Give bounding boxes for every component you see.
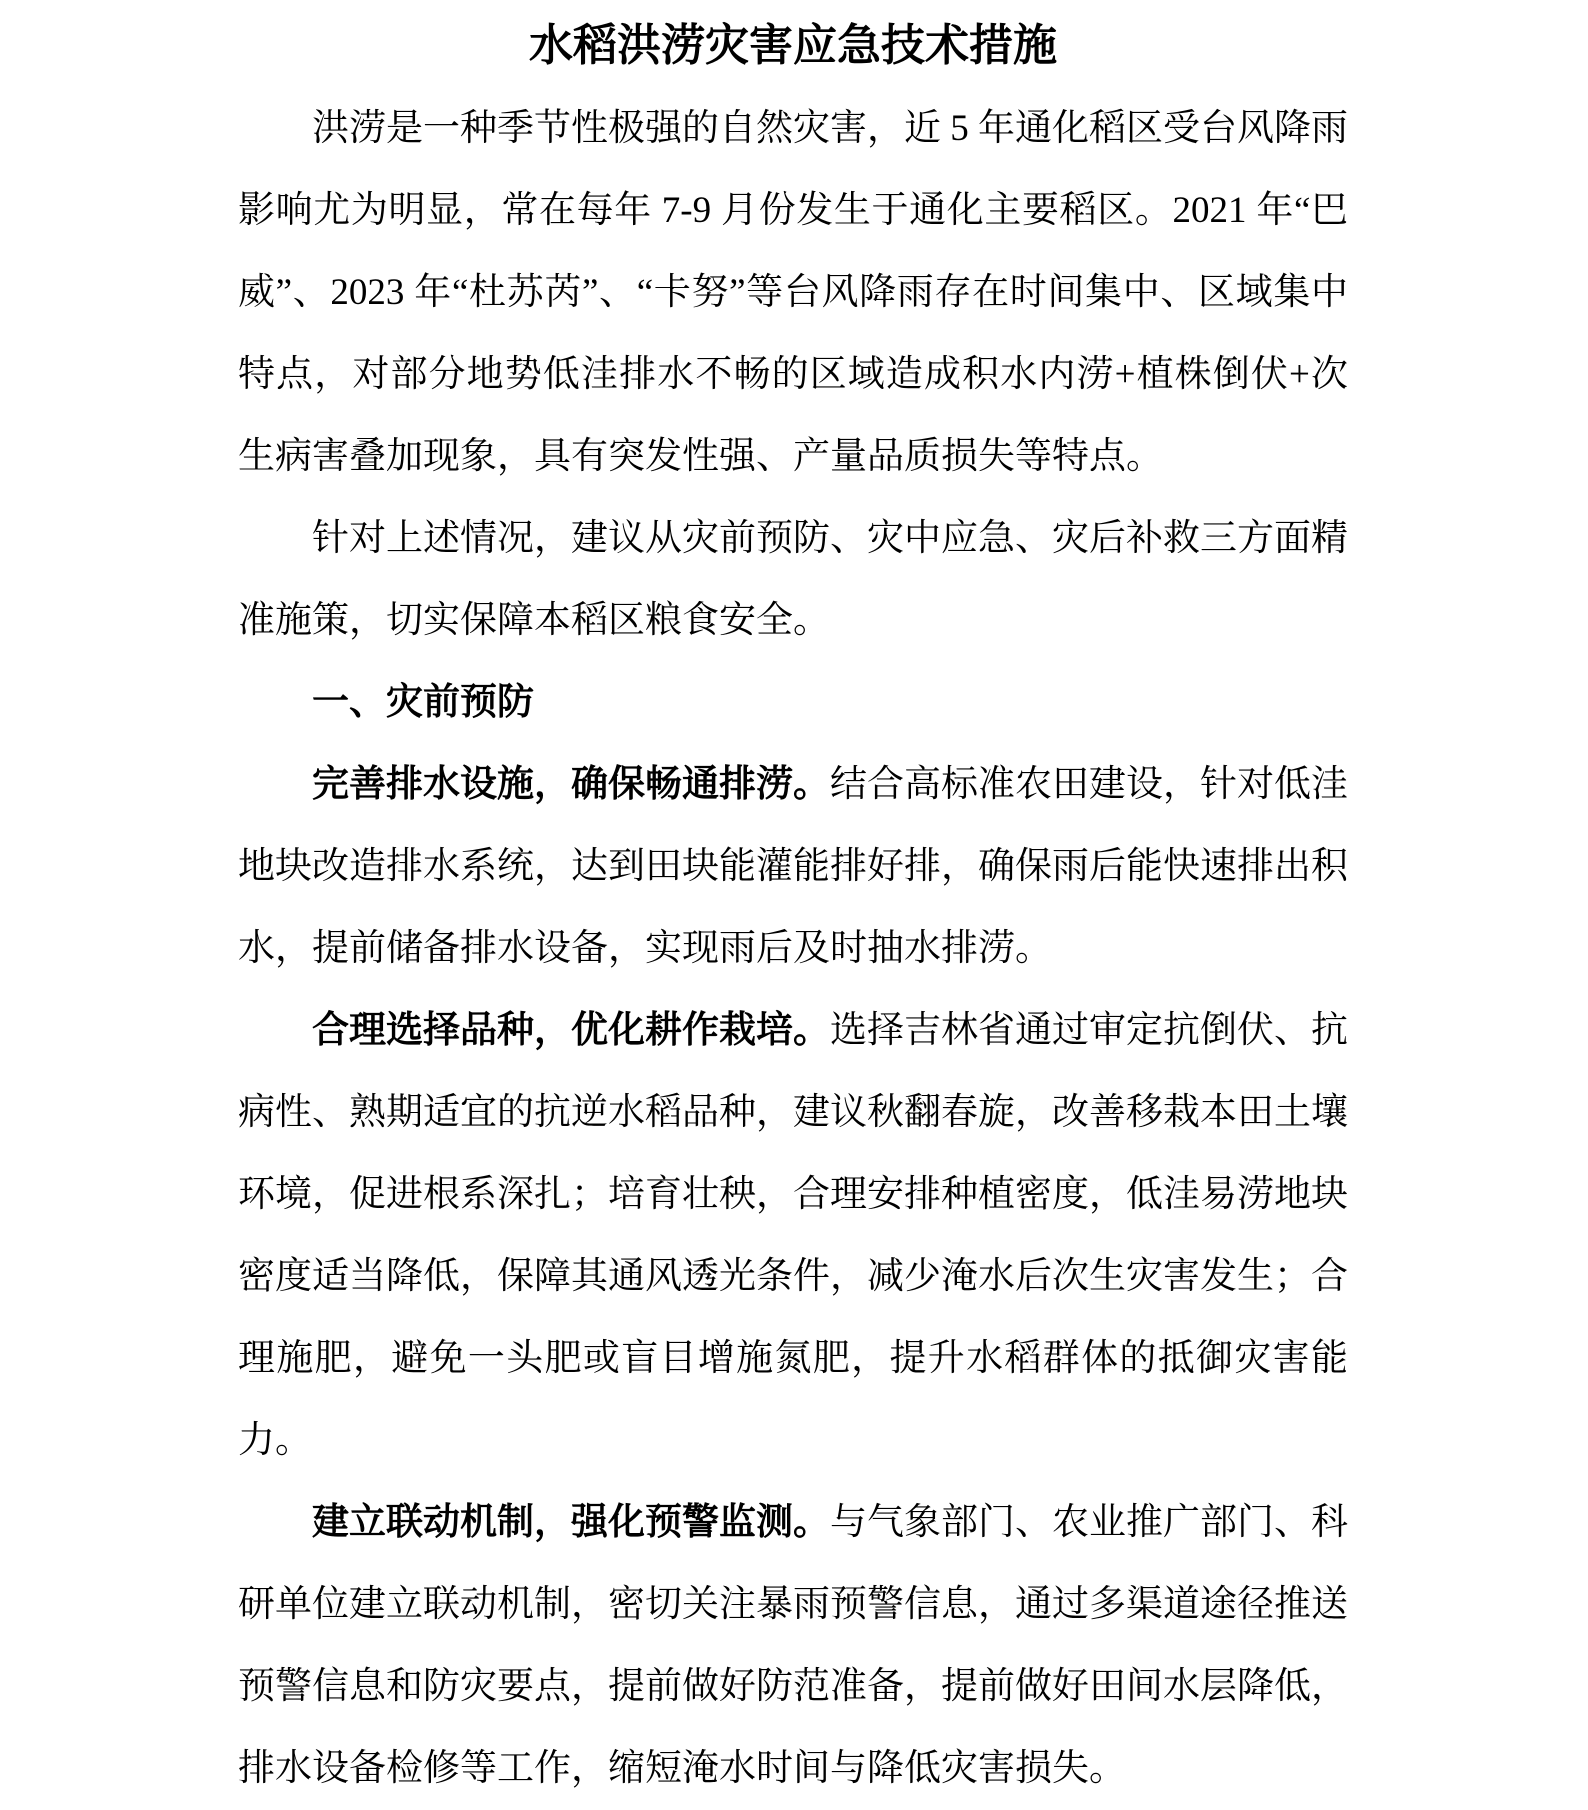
- measure-paragraph-variety-selection: [238, 990, 1348, 1482]
- measure-paragraph-drainage: [238, 744, 1348, 990]
- document-title: 水稻洪涝灾害应急技术措施: [529, 21, 1057, 70]
- measure-paragraph-drainage-text: 结合高标准农田建设，针对低洼地块改造排水系统，达到田块能灌能排好排，确保雨后能快速排出积水，提前储备排水设备，实现雨后及时抽水排涝。: [238, 764, 1348, 969]
- intro-paragraph-1: [238, 88, 1348, 498]
- measure-paragraph-drainage-lead: 完善排水设施，确保畅通排涝。: [312, 764, 830, 805]
- intro-paragraph-1-text: 洪涝是一种季节性极强的自然灾害，近 5 年通化稻区受台风降雨影响尤为明显，常在每年 7-9 月份发生于通化主要稻区。2021 年“巴威”、2023 年“杜苏芮”、“卡努”等台风降雨存在时间集中、区域集中特点，对部分地势低洼排水不畅的区域造成积水内涝+植株倒伏+次生病害叠加现象，具有突发性强、产量品质损失等特点。: [238, 108, 1348, 477]
- measure-paragraph-variety-selection-lead: 合理选择品种，优化耕作栽培。: [312, 1010, 830, 1051]
- section-heading-pre-disaster-prevention: 一、灾前预防: [312, 682, 534, 723]
- intro-paragraph-2: [238, 498, 1348, 662]
- intro-paragraph-2-text: 针对上述情况，建议从灾前预防、灾中应急、灾后补救三方面精准施策，切实保障本稻区粮食安全。: [238, 518, 1348, 641]
- measure-paragraph-variety-selection-text: 选择吉林省通过审定抗倒伏、抗病性、熟期适宜的抗逆水稻品种，建议秋翻春旋，改善移栽本田土壤环境，促进根系深扎；培育壮秧，合理安排种植密度，低洼易涝地块密度适当降低，保障其通风透光条件，减少淹水后次生灾害发生；合理施肥，避免一头肥或盲目增施氮肥，提升水稻群体的抵御灾害能力。: [238, 1010, 1348, 1461]
- measure-paragraph-warning-monitoring-lead: 建立联动机制，强化预警监测。: [312, 1502, 830, 1543]
- measure-paragraph-warning-monitoring-text: 与气象部门、农业推广部门、科研单位建立联动机制，密切关注暴雨预警信息，通过多渠道途径推送预警信息和防灾要点，提前做好防范准备，提前做好田间水层降低，排水设备检修等工作，缩短淹水时间与降低灾害损失。: [238, 1502, 1348, 1789]
